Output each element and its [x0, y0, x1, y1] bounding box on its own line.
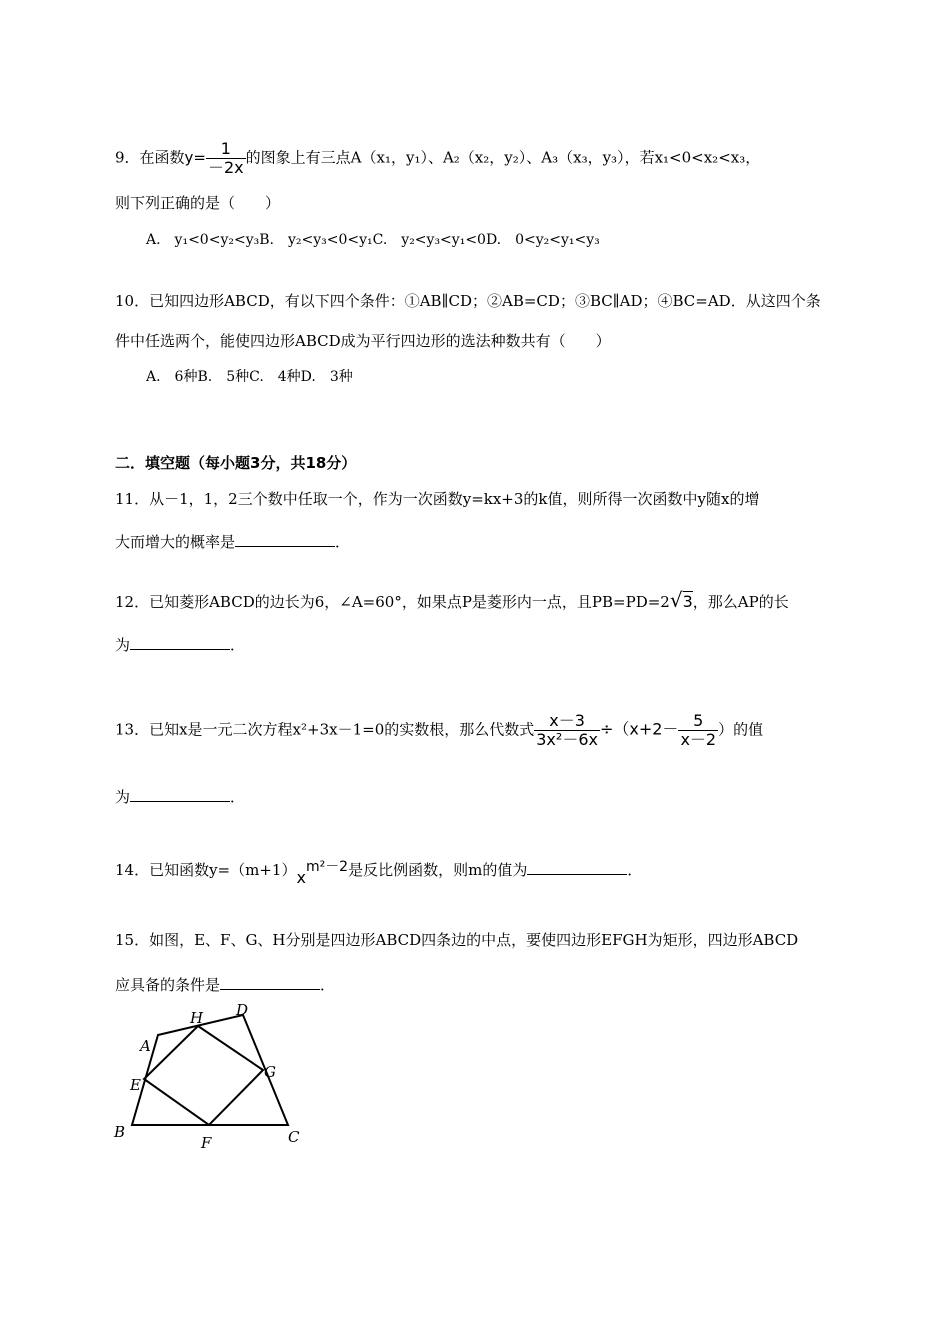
q9-frac-num: 1	[220, 139, 231, 158]
q11-answer-blank[interactable]	[235, 530, 335, 547]
q10-line1: 10．已知四边形ABCD，有以下四个条件：①AB∥CD；②AB=CD；③BC∥AD；④BC=AD．从这四个条	[115, 292, 821, 310]
q9-options: A. y₁<0<y₂<y₃B. y₂<y₃<0<y₁C. y₂<y₃<y₁<0D. 0<y₂<y₁<y₃	[146, 232, 600, 248]
q12-text-b: ，那么AP的长	[692, 593, 789, 611]
q13-fraction-2	[678, 712, 718, 749]
q11-end: ．	[335, 533, 351, 551]
q13-answer-blank[interactable]	[130, 785, 230, 802]
label-f: F	[201, 1134, 212, 1152]
q15-line1: 15．如图，E、F、G、H分别是四边形ABCD四条边的中点，要使四边形EFGH为矩形，四边形ABCD	[115, 931, 799, 949]
q13-frac1-num: x－3	[549, 711, 585, 730]
q14-end: ．	[627, 861, 643, 879]
section2-title: 二．填空题（每小题3分，共18分）	[115, 454, 357, 472]
q9-func-y: y=	[184, 148, 206, 167]
label-a: A	[140, 1037, 151, 1055]
q13-line1	[115, 712, 763, 749]
label-b: B	[114, 1123, 126, 1141]
q12-line2	[115, 633, 245, 655]
q13-divide: ÷（x+2－	[599, 719, 679, 739]
q15-answer-blank[interactable]	[220, 973, 320, 990]
q14-base-x: x	[296, 868, 306, 887]
q13-frac2-num: 5	[693, 711, 704, 730]
sqrt-sign-icon: √	[669, 588, 683, 612]
q10-options: A. 6种B. 5种C. 4种D. 3种	[146, 369, 353, 385]
q9-fraction	[206, 140, 246, 177]
q15-text: 应具备的条件是	[115, 976, 221, 994]
q13-line2	[115, 785, 245, 807]
q13-fraction-1	[534, 712, 600, 749]
label-c: C	[288, 1128, 300, 1146]
q14-text-b: 是反比例函数，则m的值为	[348, 861, 528, 879]
q11-text: 大而增大的概率是	[115, 533, 236, 551]
q13-text-a: 13．已知x是一元二次方程x²+3x－1=0的实数根，那么代数式	[115, 720, 535, 739]
q13-text-b: ）的值	[718, 720, 764, 739]
q15-line2	[115, 973, 335, 995]
q14-exponent: m²－2	[305, 859, 349, 875]
q14-line1	[115, 858, 643, 887]
q12-text: 为	[115, 636, 131, 654]
q13-end: ．	[230, 788, 246, 806]
q13-text: 为	[115, 788, 131, 806]
q12-line1	[115, 590, 789, 612]
label-d: D	[236, 1001, 249, 1019]
q14-text-a: 14．已知函数y=（m+1）	[115, 861, 297, 879]
q11-line2	[115, 530, 350, 552]
q13-frac1-den: 3x²－6x	[536, 730, 598, 749]
q9-prefix: 9．在函数	[115, 148, 185, 167]
q12-answer-blank[interactable]	[130, 633, 230, 650]
q12-end: ．	[230, 636, 246, 654]
q9-line1	[115, 140, 760, 177]
q15-end: ．	[320, 976, 336, 994]
label-e: E	[130, 1076, 141, 1094]
q11-line1: 11．从－1，1，2三个数中任取一个，作为一次函数y=kx+3的k值，则所得一次函数中y随x的增	[115, 490, 760, 508]
q9-text: 的图象上有三点A	[245, 148, 362, 167]
q14-answer-blank[interactable]	[527, 858, 627, 875]
q12-text-a: 12．已知菱形ABCD的边长为6，∠A=60°，如果点P是菱形内一点，且PB=PD=2	[115, 593, 670, 611]
q10-line2: 件中任选两个，能使四边形ABCD成为平行四边形的选法种数共有（ ）	[115, 332, 611, 350]
quadrilateral-efgh	[144, 1026, 263, 1125]
label-g: G	[264, 1063, 276, 1081]
q13-frac2-den: x－2	[680, 730, 717, 749]
q9-frac-den: －2x	[208, 158, 244, 177]
q9-text-rest: （x₁，y₁）、A₂（x₂，y₂）、A₃（x₃，y₃），若x₁<0<x₂<x₃，	[361, 148, 761, 167]
quadrilateral-figure	[110, 995, 320, 1155]
q9-line2: 则下列正确的是（ ）	[115, 194, 281, 212]
label-h: H	[190, 1009, 204, 1027]
q12-sqrt-value: 3	[682, 592, 693, 611]
